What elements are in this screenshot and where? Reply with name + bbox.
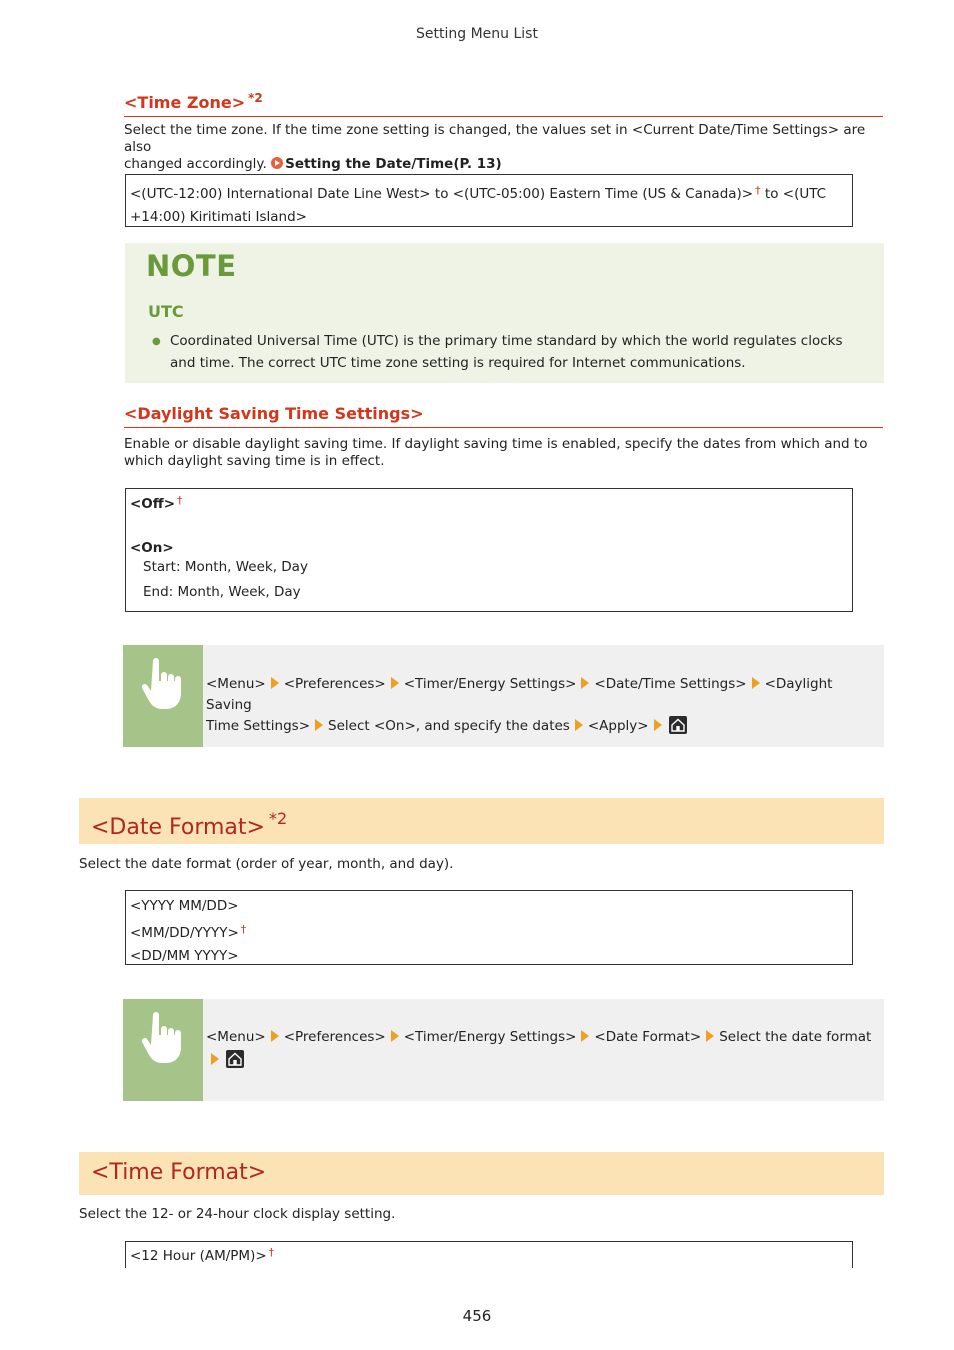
arrow-right-icon (575, 719, 583, 731)
arrow-right-icon (581, 677, 589, 689)
time-format-title: <Time Format> (91, 1160, 267, 1185)
time-zone-range-start: <(UTC-12:00) International Date Line West> to <(UTC-05:00) Eastern Time (US & Canada)> (130, 186, 754, 202)
step-time-settings: Time Settings> (206, 718, 311, 734)
step-apply: <Apply> (587, 718, 649, 734)
arrow-right-icon (315, 719, 323, 731)
note-text (170, 330, 875, 374)
date-format-operation-panel (123, 999, 884, 1101)
step-select-on: Select <On>, and specify the dates (328, 718, 570, 734)
time-zone-range-line2: +14:00) Kiritimati Island> (130, 209, 307, 225)
step-menu: <Menu> (206, 676, 266, 692)
note-text-line1: Coordinated Universal Time (UTC) is the primary time standard by which the world regulates clocks (170, 333, 843, 349)
date-format-title (91, 809, 287, 840)
note-subtitle: UTC (148, 302, 184, 321)
date-format-section-band (79, 798, 884, 844)
time-format-description: Select the 12- or 24-hour clock display setting. (79, 1206, 396, 1222)
hand-pointer-icon (139, 657, 185, 713)
step-preferences: <Preferences> (283, 676, 386, 692)
daylight-steps-line2 (206, 716, 878, 737)
arrow-right-icon (391, 677, 399, 689)
default-dagger: † (177, 494, 183, 507)
arrow-right-icon (391, 1030, 399, 1042)
step-select-date-format: Select the date format (719, 1029, 872, 1045)
bullet-icon: ● (152, 336, 161, 347)
time-zone-desc-line2 (124, 156, 894, 173)
link-arrow-icon (271, 157, 283, 169)
time-zone-range-to: to <(UTC (764, 186, 827, 202)
daylight-heading-text: <Daylight Saving Time Settings> (124, 404, 424, 423)
hand-panel (123, 999, 203, 1101)
date-format-options-box (125, 890, 853, 965)
step-preferences: <Preferences> (283, 1029, 386, 1045)
arrow-right-icon (654, 719, 662, 731)
arrow-right-icon (271, 677, 279, 689)
arrow-right-icon (211, 1053, 219, 1065)
time-zone-footnote: *2 (248, 91, 263, 105)
daylight-start: Start: Month, Week, Day (143, 559, 308, 575)
arrow-right-icon (706, 1030, 714, 1042)
daylight-description (124, 436, 894, 470)
default-dagger: † (268, 1246, 275, 1259)
note-panel (125, 243, 884, 383)
daylight-desc-line1: Enable or disable daylight saving time. If daylight saving time is enabled, specify the dates from which and to (124, 436, 868, 452)
step-timer-energy: <Timer/Energy Settings> (403, 676, 577, 692)
daylight-desc-line2: which daylight saving time is in effect. (124, 453, 385, 469)
time-format-option-12hour: <12 Hour (AM/PM)> (130, 1248, 267, 1264)
daylight-heading (124, 404, 883, 428)
daylight-steps-line1 (206, 674, 878, 716)
daylight-on-option: <On> (130, 540, 174, 556)
step-daylight-saving: <Daylight Saving (206, 676, 833, 713)
note-title: NOTE (146, 249, 237, 283)
daylight-operation-panel (123, 645, 884, 747)
time-zone-desc-line1: Select the time zone. If the time zone setting is changed, the values set in <Current Date/Time Settings> are also (124, 122, 866, 155)
hand-pointer-icon (139, 1011, 185, 1067)
setting-date-time-link[interactable]: Setting the Date/Time(P. 13) (285, 156, 502, 172)
daylight-end: End: Month, Week, Day (143, 584, 301, 600)
step-menu: <Menu> (206, 1029, 266, 1045)
default-dagger: † (240, 923, 247, 936)
note-text-line2: and time. The correct UTC time zone setting is required for Internet communications. (170, 355, 746, 371)
daylight-off-label: <Off> (130, 496, 176, 512)
date-format-title-text: <Date Format> (91, 815, 265, 840)
date-format-option-mmdd (130, 918, 848, 945)
page-number: 456 (462, 1307, 492, 1325)
date-format-operation-steps (206, 1027, 878, 1071)
daylight-operation-steps (206, 674, 878, 737)
default-dagger: † (755, 184, 761, 197)
arrow-right-icon (271, 1030, 279, 1042)
time-zone-heading-text: <Time Zone> (124, 93, 246, 112)
daylight-off-option (130, 494, 183, 512)
home-icon (669, 716, 687, 734)
step-date-format: <Date Format> (594, 1029, 702, 1045)
time-zone-options-box (125, 174, 853, 227)
time-zone-heading (124, 88, 883, 117)
date-format-footnote: *2 (268, 809, 288, 828)
running-header: Setting Menu List (416, 26, 538, 42)
daylight-options-box (125, 488, 853, 612)
home-icon (226, 1050, 244, 1068)
time-zone-description (124, 122, 894, 173)
date-format-option-ddmm: <DD/MM YYYY> (130, 948, 239, 964)
arrow-right-icon (752, 677, 760, 689)
time-zone-desc-line2-text: changed accordingly. (124, 156, 267, 172)
date-format-steps-line2 (206, 1050, 878, 1071)
step-date-time: <Date/Time Settings> (594, 676, 747, 692)
step-timer-energy: <Timer/Energy Settings> (403, 1029, 577, 1045)
date-format-steps-line1 (206, 1027, 878, 1048)
time-format-options-box (125, 1241, 853, 1268)
hand-panel (123, 645, 203, 747)
date-format-option-mmdd-text: <MM/DD/YYYY> (130, 925, 239, 941)
time-zone-range-line1 (130, 179, 848, 206)
date-format-description: Select the date format (order of year, month, and day). (79, 856, 454, 872)
time-format-section-band (79, 1152, 884, 1195)
arrow-right-icon (581, 1030, 589, 1042)
date-format-option-yyyy: <YYYY MM/DD> (130, 898, 239, 914)
